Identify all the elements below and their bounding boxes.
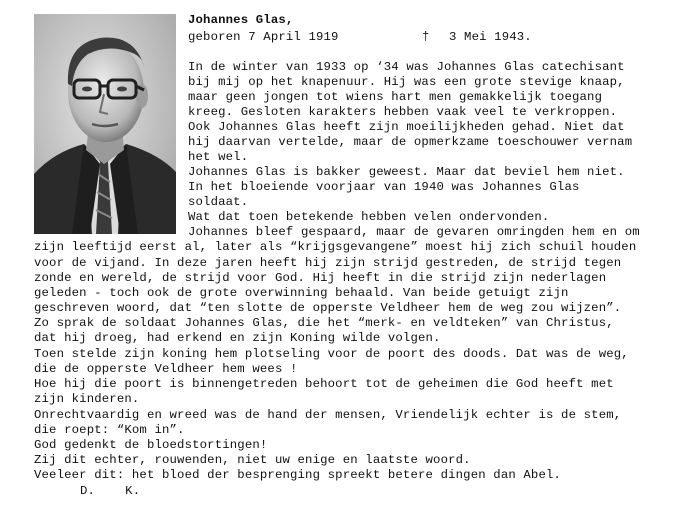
text-line: hij daarvan vertelde, maar de opmerkzame toeschouwer vernam <box>188 135 633 149</box>
text-line: soldaat. <box>188 195 249 209</box>
text-line: zijn leeftijd eerst al, later als “krijgsgevangene” moest hij zich schuil houden <box>34 240 637 254</box>
death-cross: † <box>422 30 430 44</box>
text-line: Toen stelde zijn koning hem plotseling voor de poort des doods. Dat was de weg, <box>34 347 629 361</box>
text-line: In de winter van 1933 op ‘34 was Johannes Glas catechisant <box>188 60 625 74</box>
signature: D. K. <box>80 484 141 498</box>
text-line: voor de vijand. In deze jaren heeft hij zijn strijd gestreden, de strijd tegen <box>34 256 622 270</box>
text-line: die roept: “Kom in”. <box>34 423 185 437</box>
text-line: God gedenkt de bloedstortingen! <box>34 438 268 452</box>
text-line: kreeg. Gesloten karakters hebben vaak veel te verkroppen. <box>188 105 618 119</box>
text-line: Hoe hij die poort is binnengetreden behoort tot de geheimen die God heeft met <box>34 377 614 391</box>
text-line: die de opperste Veldheer hem wees ! <box>34 362 298 376</box>
text-line: bij mij op het knapenuur. Hij was een grote stevige knaap, <box>188 75 625 89</box>
text-line: het wel. <box>188 150 249 164</box>
text-line: Johannes bleef gespaard, maar de gevaren omringden hem en om <box>188 225 640 239</box>
text-line: maar geen jongen tot wiens hart men gemakkelijk toegang <box>188 90 603 104</box>
text-line: Zij dit echter, rouwenden, niet uw enige en laatste woord. <box>34 453 471 467</box>
text-line: dat hij droeg, had erkend en zijn Koning wilde volgen. <box>34 331 441 345</box>
text-line: geleden - toch ook de grote overwinning behaald. Van beide getuigt zijn <box>34 286 569 300</box>
text-line: Johannes Glas is bakker geweest. Maar dat beviel hem niet. <box>188 165 625 179</box>
portrait-illustration <box>34 14 176 234</box>
text-line: Zo sprak de soldaat Johannes Glas, die het “merk- en veldteken” van Christus, <box>34 316 614 330</box>
text-line: Wat dat toen betekende hebben velen ondervonden. <box>188 210 550 224</box>
birth-date: geboren 7 April 1919 <box>188 30 339 44</box>
text-line: zijn kinderen. <box>34 392 140 406</box>
text-line: geschreven woord, dat “ten slotte de opperste Veldheer hem de weg zou wijzen”. <box>34 301 622 315</box>
text-line: Veeleer dit: het bloed der besprenging spreekt betere dingen dan Abel. <box>34 468 562 482</box>
name-heading: Johannes Glas, <box>188 13 294 27</box>
text-line: In het bloeiende voorjaar van 1940 was Johannes Glas <box>188 180 580 194</box>
death-date: 3 Mei 1943. <box>449 30 532 44</box>
portrait-photo <box>34 14 176 234</box>
text-line: Ook Johannes Glas heeft zijn moeilijkheden gehad. Niet dat <box>188 120 625 134</box>
text-line: zonde en wereld, de strijd voor God. Hij heeft in die strijd zijn nederlagen <box>34 271 607 285</box>
text-line: Onrechtvaardig en wreed was de hand der mensen, Vriendelijk echter is de stem, <box>34 408 622 422</box>
